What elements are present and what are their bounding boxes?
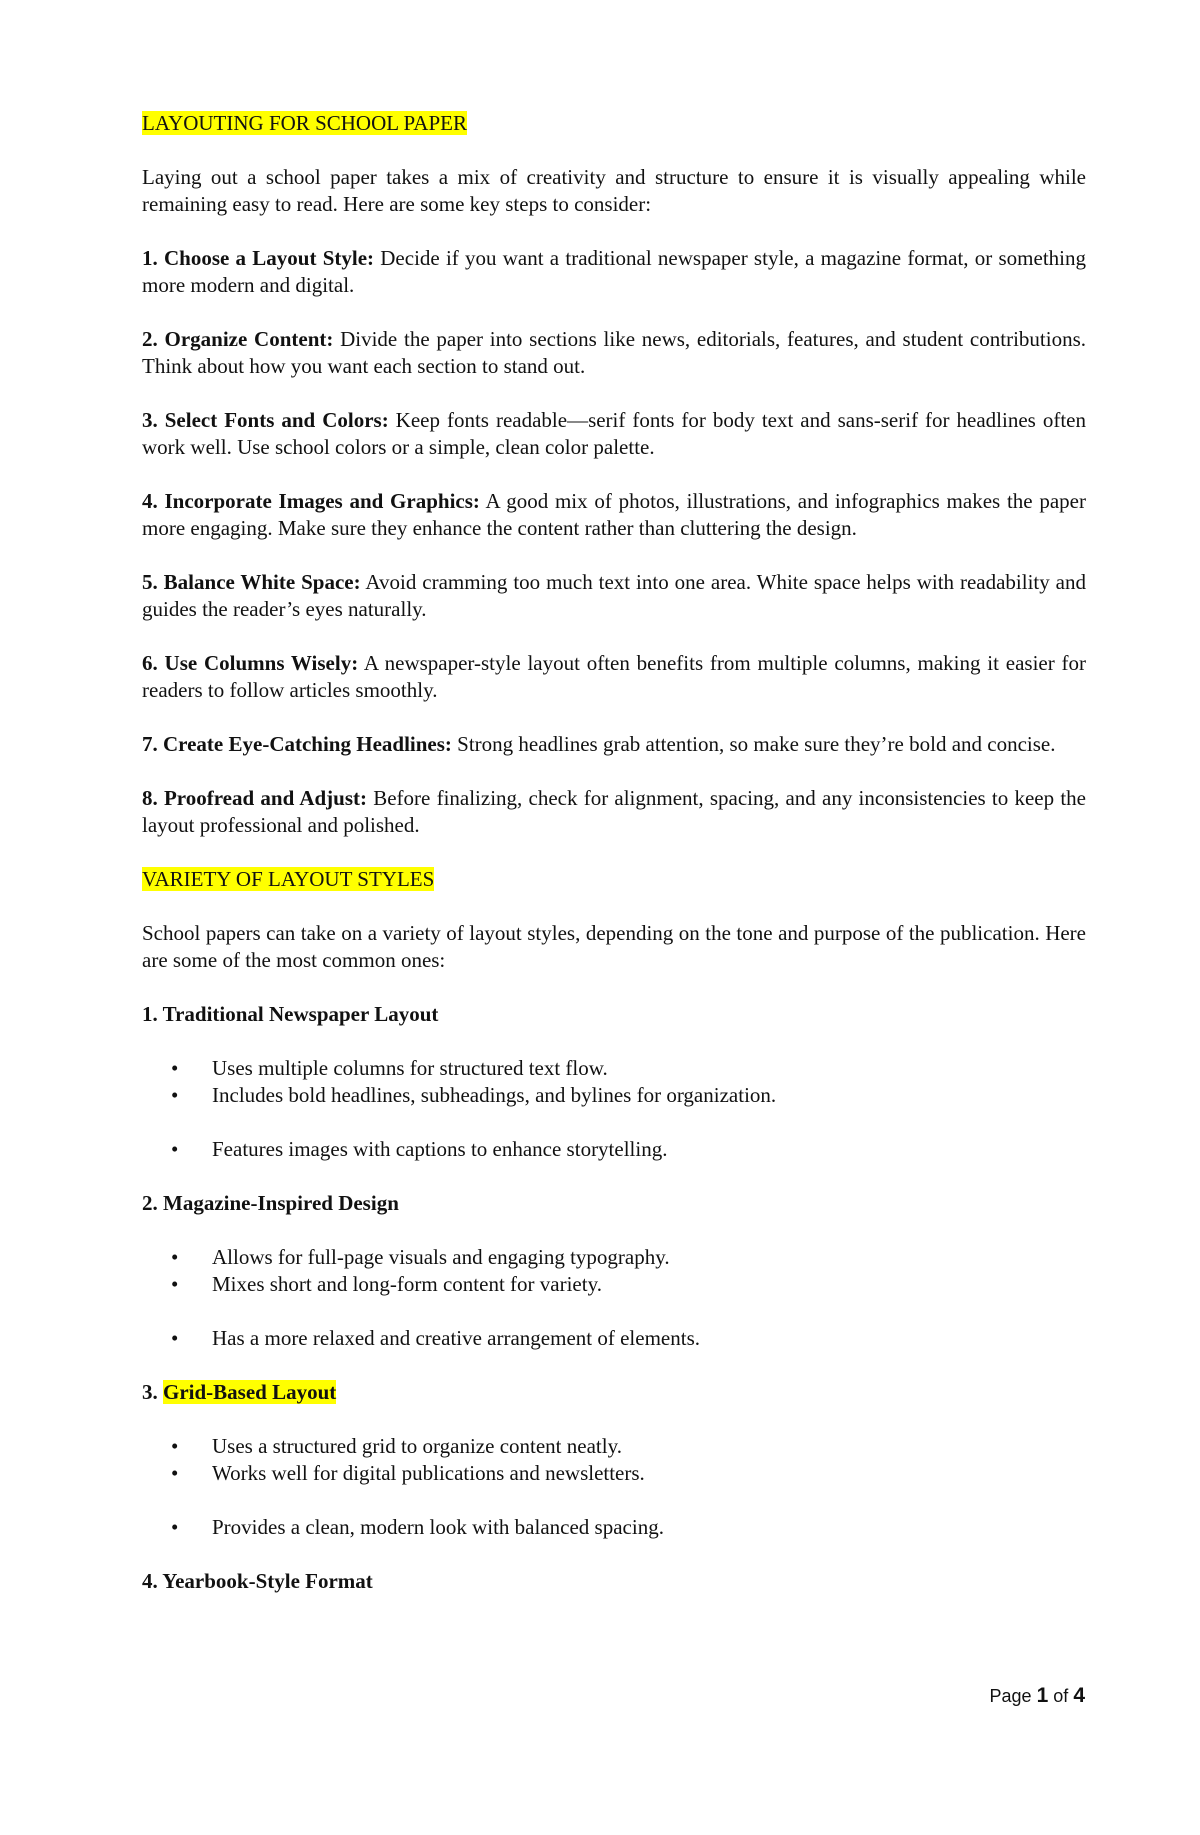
list-item: • Works well for digital publications and newsletters.	[171, 1461, 645, 1485]
section-heading-layouting	[142, 110, 1086, 137]
style-number: 3.	[142, 1380, 158, 1404]
bullet-icon: •	[171, 1515, 179, 1539]
list-item: • Features images with captions to enhance storytelling.	[171, 1137, 668, 1161]
step-paragraph	[142, 326, 1086, 380]
bullet-list	[142, 1055, 1086, 1163]
list-item: • Has a more relaxed and creative arrangement of elements.	[171, 1326, 701, 1350]
step-text: A newspaper-style layout often benefits from multiple columns, making it easier for readers to follow articles smoothly.	[142, 651, 1086, 702]
step-title: 6. Use Columns Wisely:	[142, 651, 359, 675]
style-heading-yearbook	[142, 1568, 1086, 1595]
list-item: • Allows for full-page visuals and engaging typography.	[171, 1245, 670, 1269]
total-page-number: 4	[1073, 1684, 1085, 1707]
list-item: • Provides a clean, modern look with balanced spacing.	[171, 1515, 664, 1539]
step-paragraph	[142, 407, 1086, 461]
step-text: Avoid cramming too much text into one area. White space helps with readability and guides the reader’s eyes naturally.	[142, 570, 1086, 621]
bullet-list	[142, 1244, 1086, 1352]
style-number: 4.	[142, 1569, 158, 1593]
intro-paragraph-styles: School papers can take on a variety of layout styles, depending on the tone and purpose of the publication. Here are some of the most common ones:	[142, 921, 1086, 972]
style-number: 2.	[142, 1191, 158, 1215]
bullet-list	[142, 1433, 1086, 1541]
intro-paragraph: Laying out a school paper takes a mix of creativity and structure to ensure it is visually appealing while remaining easy to read. Here are some key steps to consider:	[142, 165, 1086, 216]
step-text: Keep fonts readable—serif fonts for body text and sans-serif for headlines often work well. Use school colors or a simple, clean color palette.	[142, 408, 1086, 459]
current-page-number: 1	[1036, 1684, 1049, 1707]
list-item: • Mixes short and long-form content for variety.	[171, 1272, 602, 1296]
step-text: Before finalizing, check for alignment, spacing, and any inconsistencies to keep the layout professional and polished.	[142, 786, 1086, 837]
step-paragraph	[142, 488, 1086, 542]
bullet-icon: •	[171, 1245, 179, 1269]
step-title: 5. Balance White Space:	[142, 570, 361, 594]
style-heading-magazine	[142, 1190, 1086, 1217]
step-title: 4. Incorporate Images and Graphics:	[142, 489, 480, 513]
style-heading-grid	[142, 1379, 1086, 1406]
step-paragraph	[142, 731, 1086, 758]
bullet-icon: •	[171, 1434, 179, 1458]
step-paragraph	[142, 569, 1086, 623]
bullet-icon: •	[171, 1461, 179, 1485]
bullet-icon: •	[171, 1056, 179, 1080]
page-content	[142, 110, 1086, 1622]
style-heading-traditional	[142, 1001, 1086, 1028]
style-title: Magazine-Inspired Design	[163, 1191, 399, 1215]
highlighted-heading-text: LAYOUTING FOR SCHOOL PAPER	[142, 111, 467, 135]
list-item: • Uses a structured grid to organize content neatly.	[171, 1434, 622, 1458]
bullet-icon: •	[171, 1272, 179, 1296]
step-title: 2. Organize Content:	[142, 327, 334, 351]
step-text: Strong headlines grab attention, so make sure they’re bold and concise.	[451, 732, 1056, 756]
step-text: A good mix of photos, illustrations, and infographics makes the paper more engaging. Make sure they enhance the content rather than cluttering the design.	[142, 489, 1086, 540]
bullet-icon: •	[171, 1137, 179, 1161]
step-text: Divide the paper into sections like news, editorials, features, and student contributions. Think about how you want each section to stand out.	[142, 327, 1086, 378]
of-label: of	[1053, 1686, 1069, 1706]
step-paragraph	[142, 245, 1086, 299]
step-title: 3. Select Fonts and Colors:	[142, 408, 389, 432]
step-title: 8. Proofread and Adjust:	[142, 786, 367, 810]
style-title: Traditional Newspaper Layout	[162, 1002, 439, 1026]
step-title: 1. Choose a Layout Style:	[142, 246, 375, 270]
step-title: 7. Create Eye-Catching Headlines:	[142, 732, 452, 756]
step-paragraph	[142, 785, 1086, 839]
bullet-icon: •	[171, 1083, 179, 1107]
step-text: Decide if you want a traditional newspaper style, a magazine format, or something more modern and digital.	[142, 246, 1086, 297]
style-title: Grid-Based Layout	[163, 1380, 337, 1404]
step-paragraph	[142, 650, 1086, 704]
style-title: Yearbook-Style Format	[162, 1569, 373, 1593]
style-number: 1.	[142, 1002, 158, 1026]
highlighted-heading-text: VARIETY OF LAYOUT STYLES	[142, 867, 435, 891]
list-item: • Includes bold headlines, subheadings, and bylines for organization.	[171, 1083, 777, 1107]
bullet-icon: •	[171, 1326, 179, 1350]
list-item: • Uses multiple columns for structured text flow.	[171, 1056, 608, 1080]
page-label: Page	[989, 1686, 1032, 1706]
section-heading-variety	[142, 866, 1086, 893]
page-footer	[990, 1684, 1085, 1708]
